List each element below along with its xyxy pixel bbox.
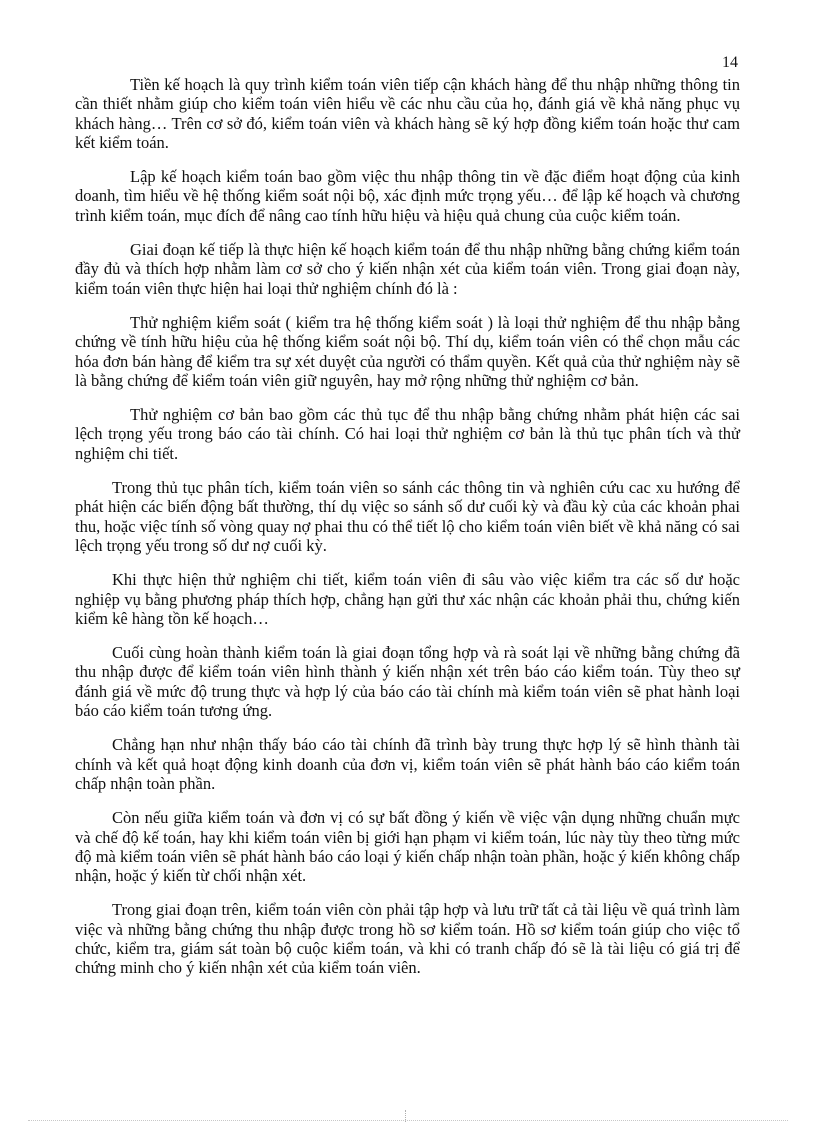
- paragraph-control-tests: Thử nghiệm kiểm soát ( kiểm tra hệ thống kiểm soát ) là loại thử nghiệm để thu nhập bằng chứng về tính hữu hiệu của hệ thống kiểm soát nội bộ. Thí dụ, kiểm toán viên có thể chọn mẫu các hóa đơn bán hàng để kiểm tra sự xét duyệt của người có thẩm quyền. Kết quả của thử nghiệm này sẽ là bằng chứng để kiểm toán viên giữ nguyên, hay mở rộng những thử nghiệm cơ bản.: [75, 312, 740, 390]
- paragraph-substantive-tests: Thử nghiệm cơ bản bao gồm các thủ tục để thu nhập bằng chứng nhằm phát hiện các sai lệch trọng yếu trong báo cáo tài chính. Có hai loại thử nghiệm cơ bản là thủ tục phân tích và thử nghiệm chi tiết.: [75, 405, 740, 463]
- paragraph-disagreement: Còn nếu giữa kiểm toán và đơn vị có sự bất đồng ý kiến về việc vận dụng những chuẩn mực và chế độ kế toán, hay khi kiểm toán viên bị giới hạn phạm vi kiểm toán, lúc này tùy theo từng mức độ mà kiểm toán viên sẽ phát hành báo cáo loại ý kiến chấp nhận toàn phần, hoặc ý kiến không chấp nhận, hoặc ý kiến từ chối nhận xét.: [75, 808, 740, 886]
- page-center-mark: [405, 1110, 407, 1122]
- paragraph-audit-planning: Lập kế hoạch kiểm toán bao gồm việc thu nhập thông tin về đặc điểm hoạt động của kinh doanh, tìm hiểu về hệ thống kiểm soát nội bộ, xác định mức trọng yếu… để lập kế hoạch và chương trình kiểm toán, mục đích để nâng cao tính hữu hiệu và hiệu quả chung của cuộc kiểm toán.: [75, 167, 740, 225]
- paragraph-working-papers: Trong giai đoạn trên, kiểm toán viên còn phải tập hợp và lưu trữ tất cả tài liệu về quá trình làm việc và những bằng chứng thu nhập được trong hồ sơ kiểm toán. Hồ sơ kiểm toán giúp cho việc tổ chức, kiểm tra, giám sát toàn bộ cuộc kiểm toán, và khi có tranh chấp đó sẽ là tài liệu có giá trị để chứng minh cho ý kiến nhận xét của kiểm toán viên.: [75, 900, 740, 978]
- document-body: [75, 75, 740, 993]
- page-bottom-border: [28, 1120, 788, 1121]
- paragraph-detail-tests: Khi thực hiện thử nghiệm chi tiết, kiểm toán viên đi sâu vào việc kiểm tra các số dư hoặc nghiệp vụ bằng phương pháp thích hợp, chẳng hạn gửi thư xác nhận các khoản phải thu, chứng kiến kiểm kê hàng tồn kế hoạch…: [75, 570, 740, 628]
- paragraph-pre-planning: Tiền kế hoạch là quy trình kiểm toán viên tiếp cận khách hàng để thu nhập những thông tin cần thiết nhằm giúp cho kiểm toán viên hiểu về các nhu cầu của họ, đánh giá về khả năng phục vụ khách hàng… Trên cơ sở đó, kiểm toán viên và khách hàng sẽ ký hợp đồng kiểm toán hoặc thư cam kết kiểm toán.: [75, 75, 740, 152]
- paragraph-unqualified-opinion: Chẳng hạn như nhận thấy báo cáo tài chính đã trình bày trung thực hợp lý sẽ hình thành tài chính và kết quả hoạt động kinh doanh của đơn vị, kiểm toán viên sẽ phát hành báo cáo kiểm toán chấp nhận toàn phần.: [75, 735, 740, 793]
- page-number: 14: [722, 54, 738, 71]
- paragraph-completion: Cuối cùng hoàn thành kiểm toán là giai đoạn tổng hợp và rà soát lại về những bằng chứng đã thu nhập được để kiểm toán viên hình thành ý kiến nhận xét trên báo cáo kiểm toán. Tùy theo sự đánh giá về mức độ trung thực và hợp lý của báo cáo tài chính mà kiểm toán viên sẽ phat hành loại báo cáo kiểm toán tương ứng.: [75, 643, 740, 721]
- paragraph-execution-phase: Giai đoạn kế tiếp là thực hiện kế hoạch kiểm toán để thu nhập những bằng chứng kiểm toán đầy đủ và thích hợp nhằm làm cơ sở cho ý kiến nhận xét của kiểm toán viên. Trong giai đoạn này, kiểm toán viên thực hiện hai loại thử nghiệm chính đó là :: [75, 240, 740, 298]
- paragraph-analytical-procedures: Trong thủ tục phân tích, kiểm toán viên so sánh các thông tin và nghiên cứu cac xu hướng để phát hiện các biến động bất thường, thí dụ việc so sánh số dư cuối kỳ và đầu kỳ của các khoản phai thu, hoặc việc tính số vòng quay nợ phai thu có thể tiết lộ cho kiểm toán viên biết về khả năng có sai lệch trọng yếu trong số dư nợ cuối kỳ.: [75, 478, 740, 555]
